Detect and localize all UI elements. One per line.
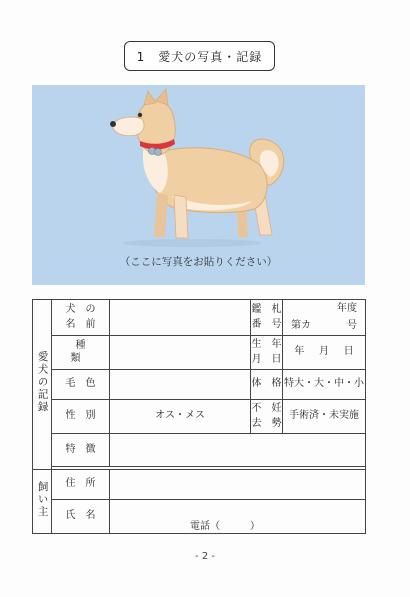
neuter-options[interactable]: 手術済・未実施	[283, 400, 366, 434]
tag-number-label: 鑑 札 番 号	[251, 300, 283, 336]
dog-record-table	[32, 299, 366, 534]
photo-caption: （ここに写真をお貼りください）	[119, 256, 278, 268]
photo-area[interactable]	[32, 85, 365, 285]
size-options[interactable]: 特大・大・中・小	[283, 370, 366, 400]
page-number: - 2 -	[195, 551, 215, 562]
address-label: 住 所	[52, 470, 110, 500]
sex-options[interactable]: オス・メス	[110, 400, 251, 434]
dog-name-label: 犬 の 名 前	[52, 300, 110, 336]
neuter-label: 不 妊 去 勢	[251, 400, 283, 434]
size-label: 体 格	[251, 370, 283, 400]
features-field[interactable]	[110, 434, 366, 467]
breed-field[interactable]	[110, 336, 251, 370]
owner-name-field[interactable]	[110, 500, 366, 534]
dog-name-field[interactable]	[110, 300, 251, 336]
birthdate-label: 生 年 月 日	[251, 336, 283, 370]
breed-label: 種 類	[52, 336, 110, 370]
owner-name-label: 氏 名	[52, 500, 110, 534]
section-title: 1 愛犬の写真・記録	[124, 41, 275, 71]
sex-label: 性 別	[52, 400, 110, 434]
address-field[interactable]	[110, 470, 366, 500]
phone-label: 電話（ ）	[190, 520, 260, 532]
features-label: 特 徴	[52, 434, 110, 467]
dog-record-group-label: 愛犬の記録	[33, 300, 52, 470]
owner-group-label: 飼い主	[33, 470, 52, 534]
coat-color-label: 毛 色	[52, 370, 110, 400]
birthdate-field[interactable]: 年 月 日	[283, 336, 366, 370]
coat-color-field[interactable]	[110, 370, 251, 400]
tag-number-field[interactable]: 年度 第カ 号	[283, 300, 366, 336]
